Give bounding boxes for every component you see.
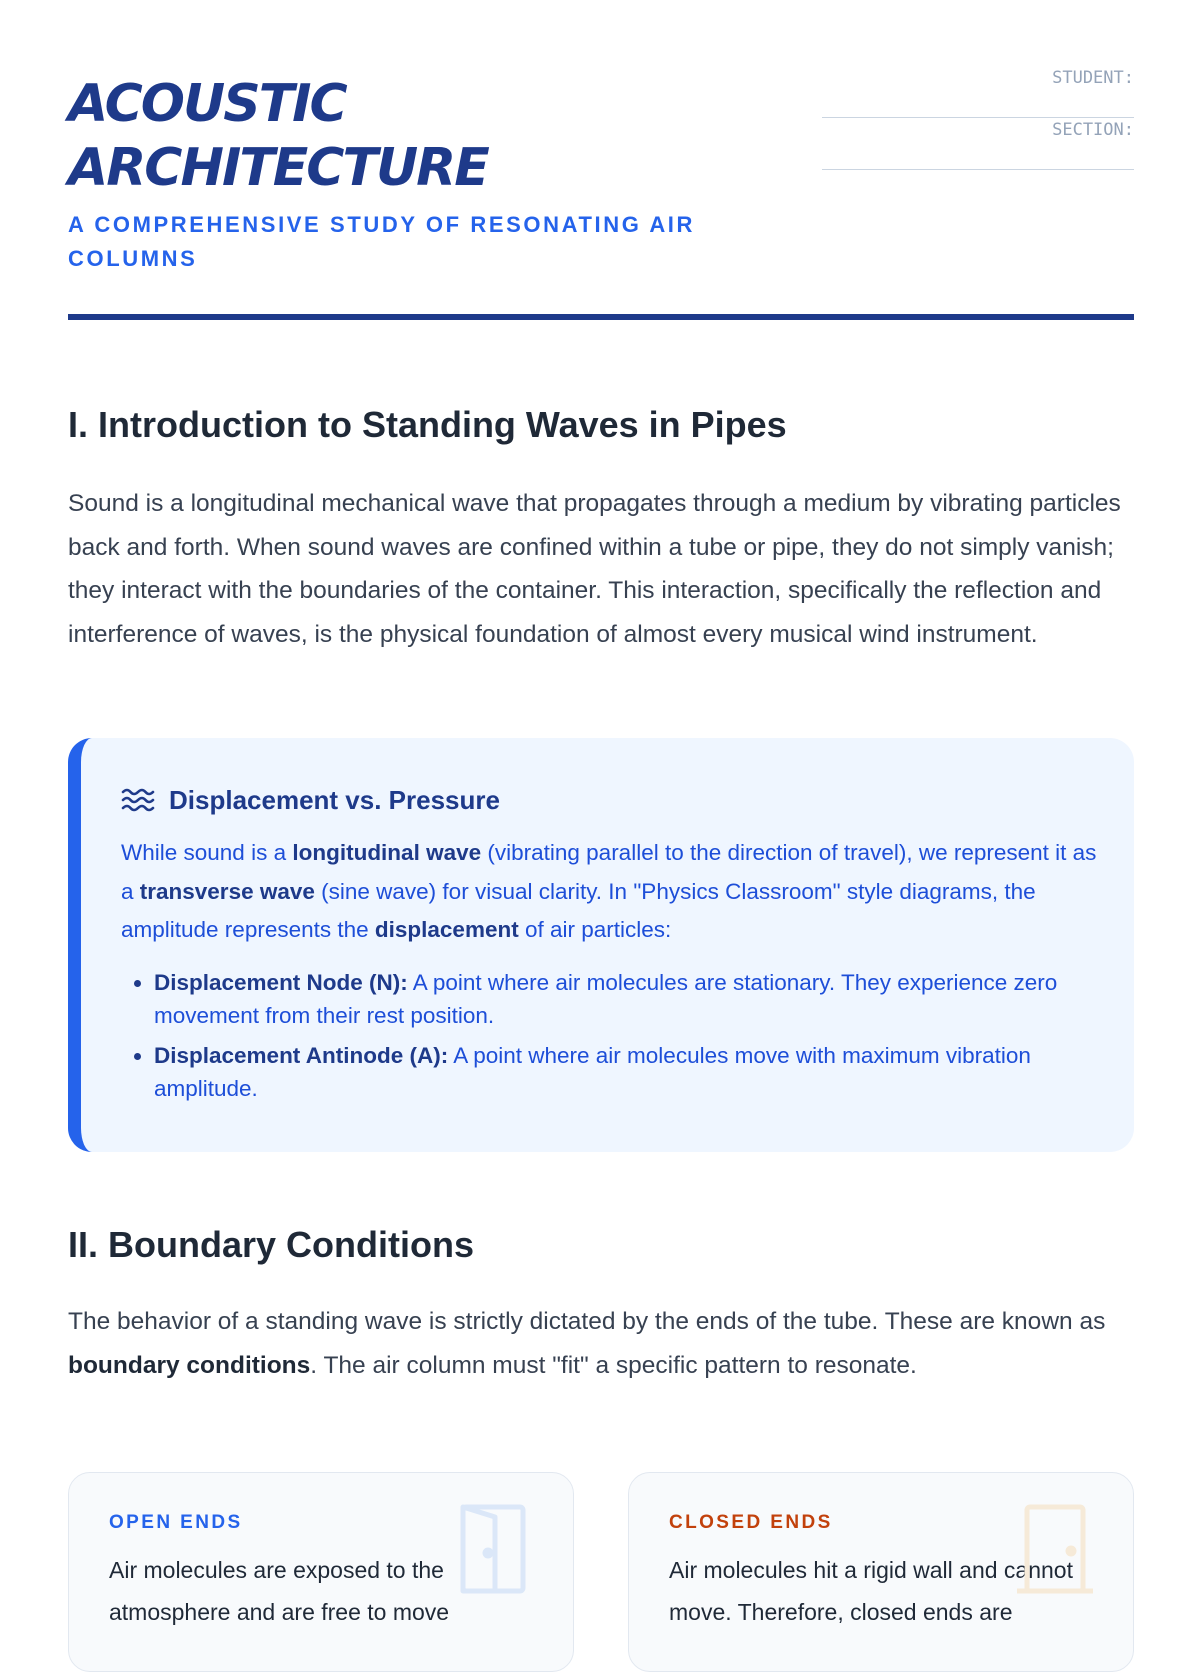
title-line-2: ARCHITECTURE bbox=[68, 138, 488, 198]
section-label: SECTION: bbox=[1052, 120, 1134, 140]
student-label: STUDENT: bbox=[1052, 68, 1134, 88]
header bbox=[68, 68, 1134, 322]
door-open-icon bbox=[455, 1501, 535, 1597]
open-ends-label: OPEN ENDS bbox=[109, 1512, 243, 1533]
open-ends-text: Air molecules are exposed to the atmosphere and are free to move bbox=[109, 1557, 450, 1625]
student-field[interactable] bbox=[822, 66, 1134, 118]
list-item-term: Displacement Antinode (A): bbox=[154, 1042, 449, 1068]
callout-text: While sound is a longitudinal wave (vibrating parallel to the direction of travel), we represent it as a transverse wave (sine wave) for visual clarity. In "Physics Classroom" style diagrams, the amplitude represents the displacement of air particles: bbox=[121, 840, 1097, 942]
section-field[interactable] bbox=[822, 118, 1134, 170]
student-info bbox=[822, 66, 1134, 170]
section-2-body: The behavior of a standing wave is strictly dictated by the ends of the tube. These are known as boundary conditions. The air column must "fit" a specific pattern to resonate. bbox=[68, 1308, 1106, 1379]
closed-ends-text: Air molecules hit a rigid wall and cannot move. Therefore, closed ends are bbox=[669, 1557, 1073, 1625]
list-item-term: Displacement Node (N): bbox=[154, 969, 408, 995]
term-transverse: transverse wave bbox=[139, 878, 315, 904]
closed-ends-label: CLOSED ENDS bbox=[669, 1512, 833, 1533]
open-ends-card bbox=[68, 1472, 574, 1672]
closed-ends-card bbox=[628, 1472, 1134, 1672]
callout-box bbox=[68, 738, 1134, 1152]
page-subtitle: A COMPREHENSIVE STUDY OF RESONATING AIR COLUMNS bbox=[68, 212, 696, 271]
term-longitudinal: longitudinal wave bbox=[292, 840, 482, 865]
section-1-title: I. Introduction to Standing Waves in Pipes bbox=[68, 404, 787, 445]
list-item-desc: A point where air molecules move with maximum vibration amplitude. bbox=[154, 1042, 1031, 1101]
door-closed-icon bbox=[1015, 1501, 1095, 1597]
section-2-title: II. Boundary Conditions bbox=[68, 1224, 474, 1265]
list-item-desc: A point where air molecules are stationary. They experience zero movement from their rest position. bbox=[154, 969, 1058, 1028]
callout-title: Displacement vs. Pressure bbox=[169, 784, 500, 815]
title-line-1: ACOUSTIC bbox=[68, 74, 346, 134]
header-divider bbox=[68, 314, 1134, 320]
waves-icon bbox=[121, 786, 155, 814]
term-displacement: displacement bbox=[374, 917, 519, 942]
term-boundary-conditions: boundary conditions bbox=[68, 1351, 311, 1379]
page-title bbox=[68, 72, 488, 200]
list-item bbox=[154, 1039, 1104, 1106]
callout-header bbox=[121, 780, 1104, 820]
list-item bbox=[154, 966, 1104, 1033]
callout-list bbox=[121, 966, 1104, 1106]
section-2-heading bbox=[68, 1224, 474, 1266]
section-1-body: Sound is a longitudinal mechanical wave that propagates through a medium by vibrating particles back and forth. When sound waves are confined within a tube or pipe, they do not simply vanish; they interact with the boundaries of the container. This interaction, specifically the reflection and interference of waves, is the physical foundation of almost every musical wind instrument. bbox=[68, 490, 1121, 648]
